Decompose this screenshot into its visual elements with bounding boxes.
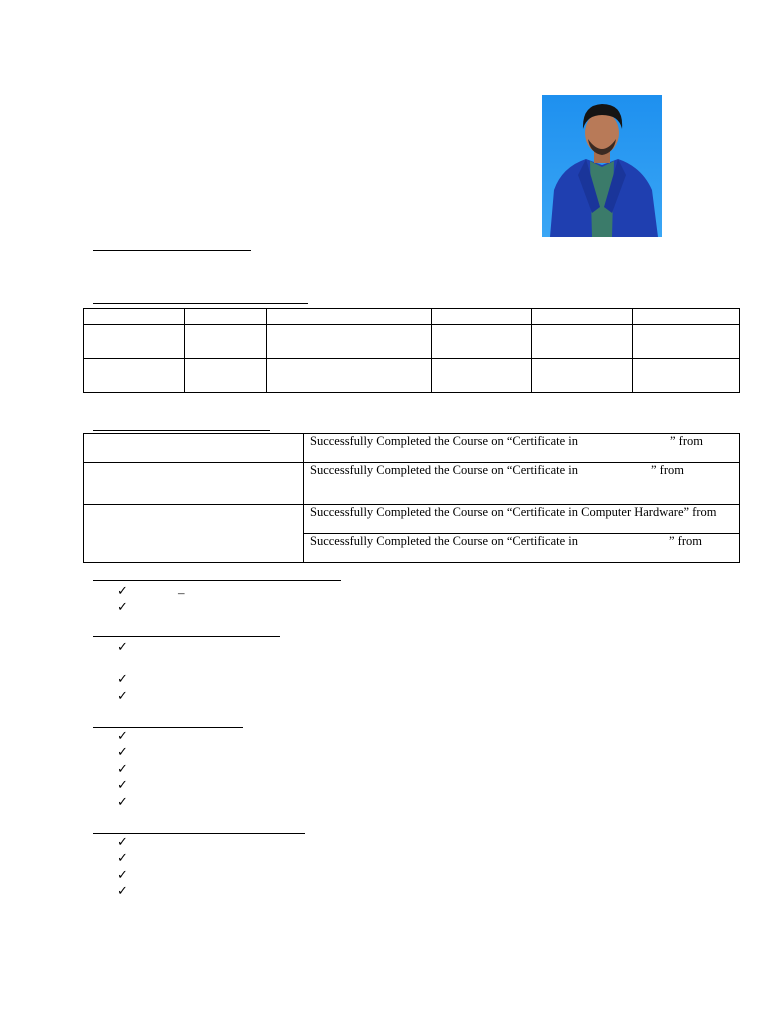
table-cell [267, 359, 432, 393]
check-icon: ✓ [117, 672, 128, 687]
table-cell [633, 309, 740, 325]
table-row [84, 325, 740, 359]
table-cell [267, 325, 432, 359]
training-course-cell [304, 505, 740, 534]
check-icon: ✓ [117, 835, 128, 850]
check-icon: ✓ [117, 851, 128, 866]
section-heading-education-underline [93, 303, 308, 304]
check-icon: ✓ [117, 884, 128, 899]
dash-text: – [178, 585, 185, 600]
check-icon: ✓ [117, 762, 128, 777]
table-row [84, 463, 740, 505]
table-cell [432, 325, 532, 359]
training-course-cell [304, 434, 740, 463]
check-icon: ✓ [117, 745, 128, 760]
check-icon: ✓ [117, 868, 128, 883]
table-cell [185, 309, 267, 325]
table-row [84, 309, 740, 325]
table-cell [84, 463, 304, 505]
course-text: Successfully Completed the Course on “Certificate in [310, 434, 578, 448]
course-text: Successfully Completed the Course on “Certificate in [310, 534, 578, 548]
course-suffix: ” from [670, 434, 703, 448]
training-table [83, 433, 740, 563]
table-cell [432, 309, 532, 325]
table-cell [267, 309, 432, 325]
training-course-cell [304, 463, 740, 505]
table-cell [532, 325, 633, 359]
check-icon: ✓ [117, 600, 128, 615]
table-cell [432, 359, 532, 393]
table-cell [532, 359, 633, 393]
section-heading-7-underline [93, 833, 305, 834]
table-cell [84, 309, 185, 325]
section-heading-6-underline [93, 727, 243, 728]
check-icon: ✓ [117, 689, 128, 704]
course-text: Successfully Completed the Course on “Certificate in Computer Hardware” from [310, 505, 717, 519]
table-row [84, 434, 740, 463]
course-suffix: ” from [651, 463, 684, 477]
section-heading-4-underline [93, 580, 341, 581]
section-heading-1-underline [93, 250, 251, 251]
section-heading-training-underline [93, 430, 270, 431]
section-heading-5-underline [93, 636, 280, 637]
course-suffix: ” from [669, 534, 702, 548]
table-cell [84, 325, 185, 359]
course-text: Successfully Completed the Course on “Certificate in [310, 463, 578, 477]
profile-photo [542, 95, 662, 237]
table-row [84, 359, 740, 393]
education-table [83, 308, 740, 393]
table-cell [633, 359, 740, 393]
table-cell [84, 359, 185, 393]
check-icon: ✓ [117, 778, 128, 793]
table-cell [84, 505, 304, 563]
table-cell [185, 359, 267, 393]
training-course-cell [304, 534, 740, 563]
table-row [84, 505, 740, 534]
check-icon: ✓ [117, 584, 128, 599]
table-cell [185, 325, 267, 359]
table-cell [532, 309, 633, 325]
check-icon: ✓ [117, 640, 128, 655]
table-cell [633, 325, 740, 359]
check-icon: ✓ [117, 729, 128, 744]
table-cell [84, 434, 304, 463]
check-icon: ✓ [117, 795, 128, 810]
